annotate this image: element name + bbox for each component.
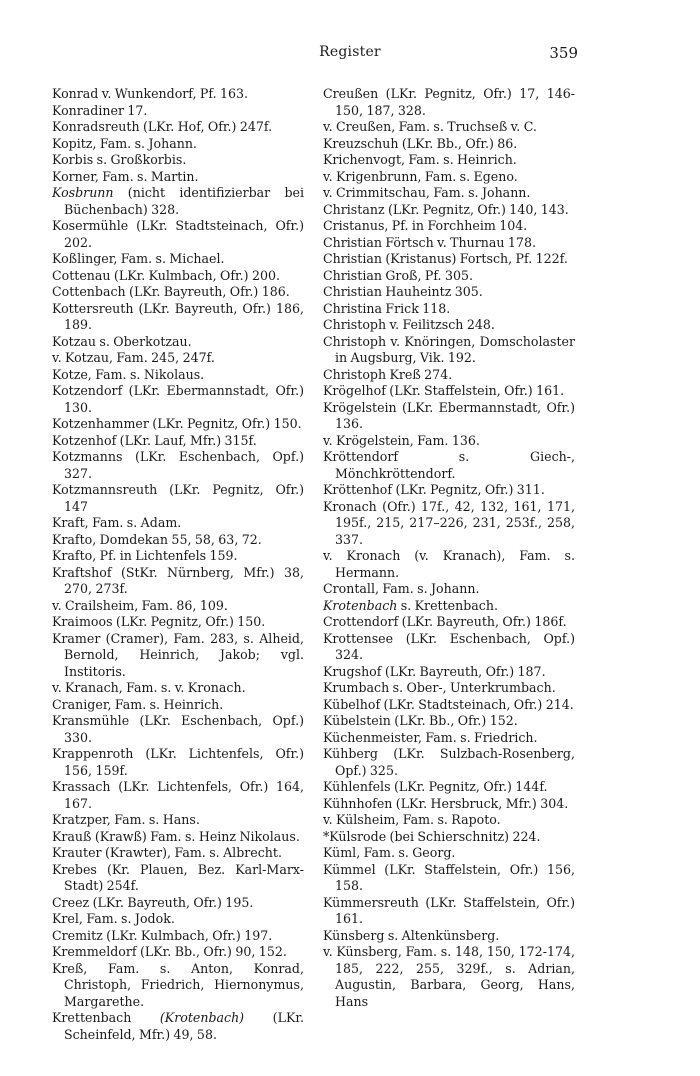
index-entry-text: Kraft, Fam. s. Adam.: [52, 515, 182, 530]
page-number: 359: [549, 44, 578, 62]
index-entry-text: Kröttenhof (LKr. Pegnitz, Ofr.) 311.: [323, 482, 545, 497]
index-entry-text: Küchenmeister, Fam. s. Friedrich.: [323, 729, 538, 745]
index-entry-italic-text: Kosbrunn: [52, 185, 114, 200]
index-entry: [323, 202, 575, 219]
index-entry: [323, 251, 575, 268]
index-entry-text: Kotzenhof (LKr. Lauf, Mfr.) 315f.: [52, 432, 257, 448]
index-entry-text: Kröttendorf s. Giech-, Mönchkröttendorf.: [323, 449, 575, 481]
index-entry-text: Konradiner 17.: [52, 102, 148, 118]
index-entry: [52, 746, 304, 779]
index-entry: [323, 845, 575, 862]
index-entry-text: Kreß, Fam. s. Anton, Konrad, Christoph, Friedrich, Hiernonymus, Margarethe.: [52, 960, 304, 1009]
index-entry-text: Krel, Fam. s. Jodok.: [52, 911, 175, 926]
index-entry-text: Kremmeldorf (LKr. Bb., Ofr.) 90, 152.: [52, 944, 287, 959]
index-entry: [52, 301, 304, 334]
index-entry: [323, 218, 575, 235]
index-entry: [52, 515, 304, 532]
index-entry: [52, 218, 304, 251]
index-entry: [323, 928, 575, 945]
index-entry-text: Kotzmannsreuth (LKr. Pegnitz, Ofr.) 147: [52, 482, 304, 514]
index-entry-text: Künsberg s. Altenkünsberg.: [323, 927, 500, 943]
index-entry: [52, 367, 304, 384]
index-entry: [52, 119, 304, 136]
index-entry: [52, 812, 304, 829]
index-entry: [323, 367, 575, 384]
index-entry: [323, 499, 575, 549]
index-entry-text: Christian (Kristanus) Fortsch, Pf. 122f.: [323, 251, 568, 266]
index-entry: [323, 152, 575, 169]
index-entry: [323, 169, 575, 186]
index-entry: [52, 548, 304, 565]
index-entry: [52, 631, 304, 681]
index-entry: [52, 911, 304, 928]
index-entry-text: Craniger, Fam. s. Heinrich.: [52, 696, 224, 712]
index-entry: [52, 944, 304, 961]
index-entry-text: Korbis s. Großkorbis.: [52, 152, 187, 167]
index-entry: [323, 812, 575, 829]
index-entry-text: Kratzper, Fam. s. Hans.: [52, 812, 200, 827]
index-entry-text: Krauter (Krawter), Fam. s. Albrecht.: [52, 845, 282, 860]
index-entry-text: Kraimoos (LKr. Pegnitz, Ofr.) 150.: [52, 614, 266, 629]
index-entry-text: Cottenau (LKr. Kulmbach, Ofr.) 200.: [52, 267, 280, 283]
index-entry-text: Creußen (LKr. Pegnitz, Ofr.) 17, 146-150, 187, 328.: [323, 86, 575, 118]
index-column-right: [323, 86, 575, 1010]
index-entry: [52, 680, 304, 697]
index-entry: [52, 928, 304, 945]
index-entry-text: Kühberg (LKr. Sulzbach-Rosenberg, Opf.) 325.: [323, 746, 575, 778]
index-entry: [52, 416, 304, 433]
index-entry-text: Kronach (Ofr.) 17f., 42, 132, 161, 171, 195f., 215, 217–226, 231, 253f., 258, 337.: [323, 498, 575, 547]
index-entry-text: Kümmel (LKr. Staffelstein, Ofr.) 156, 158.: [323, 861, 575, 893]
index-entry-text: Kotzmanns (LKr. Eschenbach, Opf.) 327.: [52, 449, 304, 481]
index-entry-text: Christina Frick 118.: [323, 300, 451, 316]
index-entry: [52, 845, 304, 862]
index-entry-text: Kotzenhammer (LKr. Pegnitz, Ofr.) 150.: [52, 416, 302, 431]
index-entry: [52, 334, 304, 351]
index-entry-text: Christian Förtsch v. Thurnau 178.: [323, 234, 536, 250]
index-entry-text: Krugshof (LKr. Bayreuth, Ofr.) 187.: [323, 663, 546, 679]
index-entry-text: v. Creußen, Fam. s. Truchseß v. C.: [323, 119, 537, 134]
index-entry-text: Krafto, Pf. in Lichtenfels 159.: [52, 548, 238, 563]
index-entry-text: Koßlinger, Fam. s. Michael.: [52, 251, 225, 266]
index-entry: [52, 449, 304, 482]
index-entry: [52, 350, 304, 367]
index-entry-text: v. Krigenbrunn, Fam. s. Egeno.: [323, 168, 518, 184]
index-entry: [52, 697, 304, 714]
index-entry: [323, 185, 575, 202]
index-entry: [52, 268, 304, 285]
index-entry-text: Christian Hauheintz 305.: [323, 284, 483, 299]
index-entry-text: Cremitz (LKr. Kulmbach, Ofr.) 197.: [52, 927, 273, 943]
index-entry-text: Krauß (Krawß) Fam. s. Heinz Nikolaus.: [52, 828, 300, 844]
index-entry-text: v. Kronach (v. Kranach), Fam. s. Hermann.: [323, 548, 575, 580]
index-entry-text: Krichenvogt, Fam. s. Heinrich.: [323, 152, 517, 167]
index-entry: [323, 86, 575, 119]
index-entry: [52, 169, 304, 186]
index-entry-text: v. Crimmitschau, Fam. s. Johann.: [323, 185, 531, 200]
index-entry-text: (LKr. Scheinfeld, Mfr.) 49, 58.: [64, 1010, 304, 1042]
index-entry-text: Kühlenfels (LKr. Pegnitz, Ofr.) 144f.: [323, 779, 548, 794]
index-entry: [323, 235, 575, 252]
index-entry-text: Kühnhofen (LKr. Hersbruck, Mfr.) 304.: [323, 795, 569, 811]
index-entry-text: *Külsrode (bei Schierschnitz) 224.: [323, 828, 541, 844]
index-entry: [52, 383, 304, 416]
index-entry: [323, 664, 575, 681]
index-entry-text: Krassach (LKr. Lichtenfels, Ofr.) 164, 167.: [52, 779, 304, 811]
index-entry-text: Cottenbach (LKr. Bayreuth, Ofr.) 186.: [52, 284, 290, 299]
index-entry: [52, 1010, 304, 1043]
index-entry: [52, 284, 304, 301]
index-entry: [323, 829, 575, 846]
index-entry: [52, 86, 304, 103]
index-entry-text: Kreuzschuh (LKr. Bb., Ofr.) 86.: [323, 135, 518, 151]
index-entry: [52, 895, 304, 912]
index-entry-text: Crontall, Fam. s. Johann.: [323, 581, 480, 596]
index-entry-text: Kraftshof (StKr. Nürnberg, Mfr.) 38, 270, 273f.: [52, 564, 304, 596]
index-entry-text: Christian Groß, Pf. 305.: [323, 267, 473, 283]
index-entry-text: Krumbach s. Ober-, Unterkrumbach.: [323, 680, 556, 695]
index-entry: [323, 317, 575, 334]
index-entry: [52, 532, 304, 549]
index-entry-text: Crottendorf (LKr. Bayreuth, Ofr.) 186f.: [323, 614, 567, 629]
index-entry: [323, 268, 575, 285]
index-entry: [323, 944, 575, 1010]
index-entry-text: v. Külsheim, Fam. s. Rapoto.: [323, 812, 501, 827]
index-entry: [323, 779, 575, 796]
index-entry-text: Krafto, Domdekan 55, 58, 63, 72.: [52, 531, 262, 547]
index-entry-text: Konradsreuth (LKr. Hof, Ofr.) 247f.: [52, 119, 273, 134]
index-entry-text: Krögelstein (LKr. Ebermannstadt, Ofr.) 136.: [323, 399, 575, 431]
index-entry-text: Krettenbach: [52, 1010, 160, 1025]
index-entry-text: Kottersreuth (LKr. Bayreuth, Ofr.) 186, 189.: [52, 300, 304, 332]
index-entry: [323, 482, 575, 499]
index-entry-text: s. Krettenbach.: [397, 597, 498, 613]
index-entry: [52, 829, 304, 846]
index-entry: [52, 136, 304, 153]
index-entry: [52, 251, 304, 268]
index-entry: [323, 713, 575, 730]
index-entry-text: Cristanus, Pf. in Forchheim 104.: [323, 218, 528, 233]
index-entry: [52, 482, 304, 515]
running-head: Register: [319, 44, 381, 60]
index-entry: [323, 581, 575, 598]
index-entry: [52, 598, 304, 615]
index-entry: [52, 565, 304, 598]
index-entry: [323, 548, 575, 581]
index-entry-text: v. Krögelstein, Fam. 136.: [323, 432, 480, 448]
index-entry: [323, 697, 575, 714]
index-entry: [323, 680, 575, 697]
index-entry-text: Kransmühle (LKr. Eschenbach, Opf.) 330.: [52, 713, 304, 745]
index-entry-text: Kümmersreuth (LKr. Staffelstein, Ofr.) 161.: [323, 894, 575, 926]
index-entry: [323, 334, 575, 367]
index-entry-text: Christoph Kreß 274.: [323, 366, 453, 382]
index-entry-text: (nicht identifizierbar bei Büchenbach) 328.: [64, 185, 304, 217]
index-entry-text: Krottensee (LKr. Eschenbach, Opf.) 324.: [323, 630, 575, 662]
index-entry-text: Kopitz, Fam. s. Johann.: [52, 135, 197, 151]
index-entry: [323, 301, 575, 318]
index-entry: [323, 383, 575, 400]
index-entry-text: Kübelhof (LKr. Stadtsteinach, Ofr.) 214.: [323, 696, 574, 712]
index-entry-text: Christanz (LKr. Pegnitz, Ofr.) 140, 143.: [323, 201, 569, 217]
index-entry: [323, 433, 575, 450]
index-entry: [52, 433, 304, 450]
index-entry: [323, 746, 575, 779]
index-entry: [52, 152, 304, 169]
index-entry-text: Christoph v. Knöringen, Domscholaster in Augsburg, Vik. 192.: [323, 333, 575, 365]
index-entry: [323, 598, 575, 615]
index-entry-text: Kotze, Fam. s. Nikolaus.: [52, 366, 205, 382]
index-entry-text: Krögelhof (LKr. Staffelstein, Ofr.) 161.: [323, 383, 565, 398]
index-column-left: [52, 86, 304, 1043]
index-entry: [323, 284, 575, 301]
index-entry-text: v. Crailsheim, Fam. 86, 109.: [52, 597, 228, 613]
index-entry-italic-text: Krotenbach: [323, 597, 398, 613]
index-entry: [323, 862, 575, 895]
index-entry: [52, 103, 304, 120]
index-entry-text: Korner, Fam. s. Martin.: [52, 168, 199, 184]
index-entry: [323, 136, 575, 153]
index-entry-text: Kotzau s. Oberkotzau.: [52, 333, 192, 349]
index-entry-text: Kramer (Cramer), Fam. 283, s. Alheid, Bernold, Heinrich, Jakob; vgl. Institoris.: [52, 630, 304, 679]
index-entry-text: Kübelstein (LKr. Bb., Ofr.) 152.: [323, 713, 518, 728]
index-entry: [323, 119, 575, 136]
index-entry: [52, 614, 304, 631]
index-entry-text: Konrad v. Wunkendorf, Pf. 163.: [52, 86, 249, 101]
index-entry-italic-text: (Krotenbach): [159, 1010, 245, 1025]
index-entry: [323, 449, 575, 482]
index-entry-text: Kotzendorf (LKr. Ebermannstadt, Ofr.) 130.: [52, 383, 304, 415]
index-entry: [323, 614, 575, 631]
index-entry-text: v. Kranach, Fam. s. v. Kronach.: [52, 680, 246, 695]
index-entry: [323, 400, 575, 433]
index-entry-text: v. Kotzau, Fam. 245, 247f.: [52, 350, 215, 365]
index-entry: [323, 730, 575, 747]
index-entry-text: Küml, Fam. s. Georg.: [323, 845, 456, 860]
index-entry-text: Krappenroth (LKr. Lichtenfels, Ofr.) 156, 159f.: [52, 746, 304, 778]
index-entry-text: Kosermühle (LKr. Stadtsteinach, Ofr.) 202.: [52, 218, 304, 250]
index-entry: [52, 961, 304, 1011]
index-entry-text: v. Künsberg, Fam. s. 148, 150, 172-174, 185, 222, 255, 329f., s. Adrian, Augustin, Barbara, Georg, Hans, Hans: [323, 944, 575, 1009]
index-entry-text: Christoph v. Feilitzsch 248.: [323, 317, 495, 332]
index-entry-text: Krebes (Kr. Plauen, Bez. Karl-Marx-Stadt) 254f.: [52, 861, 304, 893]
index-entry: [323, 895, 575, 928]
index-entry: [52, 862, 304, 895]
index-entry: [52, 185, 304, 218]
index-entry: [52, 779, 304, 812]
index-entry: [323, 631, 575, 664]
index-entry-text: Creez (LKr. Bayreuth, Ofr.) 195.: [52, 894, 254, 910]
index-entry: [52, 713, 304, 746]
index-entry: [323, 796, 575, 813]
